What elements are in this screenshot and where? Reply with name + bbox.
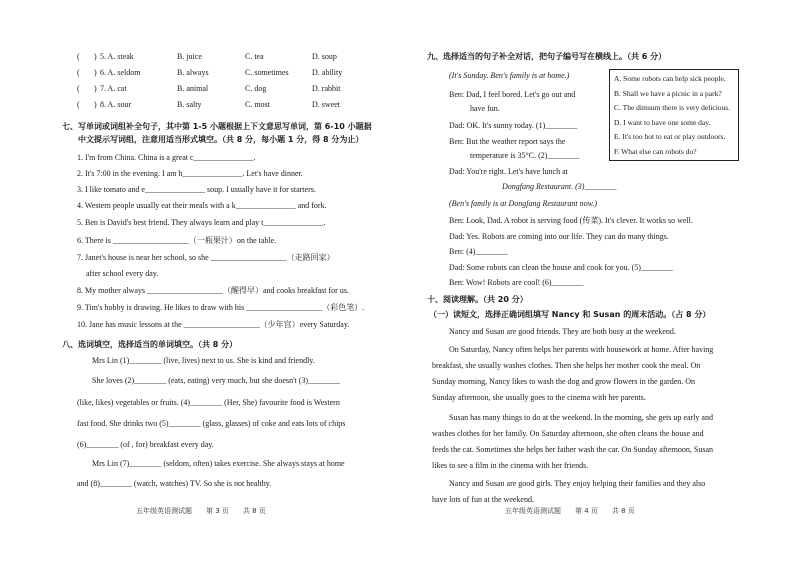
section8-line: Mrs Lin (1)________ (live, lives) next to us. She is kind and friendly. xyxy=(92,356,315,365)
section10-line: Sunday morning, Nancy likes to wash the dog and grow flowers in the garden. On xyxy=(432,377,696,386)
section10-line: have lots of fun at the weekend. xyxy=(432,495,534,504)
section10-heading: 十、阅读理解。（共 20 分） xyxy=(427,295,528,304)
option-line: E. It's too hot to eat or play outdoors. xyxy=(614,132,726,141)
section10-line: Nancy and Susan are good friends. They are both busy at the weekend. xyxy=(449,327,676,336)
section7-item: 8. My mother always ___________________（醒得早）and cooks breakfast for us. xyxy=(77,286,349,295)
option-line: C. The dimsum there is very delicious. xyxy=(614,103,731,112)
choice-option-b: B. salty xyxy=(177,100,202,109)
section7-item: 7. Janet's house is near her school, so she ___________________（走路回家） xyxy=(77,253,335,262)
choice-paren-open: ( xyxy=(77,84,80,93)
section10-line: breakfast, she usually washes clothes. Then she helps her mother cook the meal. On xyxy=(432,361,701,370)
section10-line: On Saturday, Nancy often helps her parents with housework at home. After having xyxy=(449,345,714,354)
section7-item: 2. It's 7:00 in the evening. I am h_______________. Let's have dinner. xyxy=(77,169,303,178)
section10-line: feeds the cat. Sometimes she helps her father wash the car. On Sunday afternoon, Susan xyxy=(432,445,714,454)
section7-item: 10. Jane has music lessons at the ___________________（少年宫）every Saturday. xyxy=(77,320,350,329)
dialog2-line: Ben: (4)________ xyxy=(449,247,508,256)
choice-option-b: B. animal xyxy=(177,84,209,93)
section9-heading: 九、选择适当的句子补全对话，把句子编号写在横线上。（共 6 分） xyxy=(427,52,667,61)
option-line: B. Shall we have a picnic in a park? xyxy=(614,88,722,98)
choice-option-a: 6. A. seldom xyxy=(100,68,141,77)
dialog1-line: Ben: But the weather report says the xyxy=(449,137,566,146)
section7-item: 1. I'm from China. China is a great c_______________. xyxy=(77,153,256,162)
section8-line: Mrs Lin (7)________ (seldom, often) takes exercise. She always stays at home xyxy=(92,459,345,468)
choice-option-a: 8. A. sour xyxy=(100,100,132,109)
choice-option-d: D. rabbit xyxy=(312,84,341,93)
choice-paren-open: ( xyxy=(77,52,80,61)
choice-paren-open: ( xyxy=(77,68,80,77)
choice-option-b: B. juice xyxy=(177,52,202,61)
option-line: A. Some robots can help sick people. xyxy=(614,74,726,83)
choice-option-d: D. ability xyxy=(312,68,343,77)
section7-item: 6. There is ___________________（一瓶果汁）on the table. xyxy=(77,236,277,245)
option-line: F. What else can robots do? xyxy=(614,146,697,156)
options-box xyxy=(609,69,739,161)
left-footer: 五年级英语测试题 第 3 页 共 8 页 xyxy=(136,507,266,515)
section7-heading-1: 七、写单词或词组补全句子，其中第 1-5 小题根据上下文意思写单词，第 6-10 小题据 xyxy=(62,122,372,131)
section10-line: Susan has many things to do at the weekend. In the morning, she gets up early and xyxy=(449,413,713,422)
dialog2-line: Dad: Some robots can clean the house and cook for you. (5)________ xyxy=(449,263,673,272)
choice-paren-open: ( xyxy=(77,100,80,109)
choice-paren-close: ) xyxy=(94,68,97,77)
choice-option-c: C. tea xyxy=(245,52,264,61)
choice-paren-close: ) xyxy=(94,100,97,109)
choice-option-c: C. most xyxy=(245,100,270,109)
dialog1-line: Dad: OK. It's sunny today. (1)________ xyxy=(449,121,578,130)
choice-option-a: 7. A. cat xyxy=(100,84,127,93)
section8-line: and (8)________ (watch, watches) TV. So she is not healthy. xyxy=(77,479,272,488)
section10-line: Nancy and Susan are good girls. They enjoy helping their families and they also xyxy=(449,479,706,488)
section7-item: 4. Western people usually eat their meals with a k_______________ and fork. xyxy=(77,201,327,210)
choice-option-c: C. sometimes xyxy=(245,68,289,77)
choice-option-b: B. always xyxy=(177,68,209,77)
option-line: D. I want to have one some day. xyxy=(614,117,711,127)
section10-line: likes to see a film in the cinema with her friends. xyxy=(432,461,589,470)
dialog1-line: Ben: Dad, I feel bored. Let's go out and xyxy=(449,90,576,99)
section8-line: (6)________ (of , for) breakfast every day. xyxy=(77,440,214,449)
dialog1-line: temperature is 35°C. (2)________ xyxy=(470,151,580,160)
right-footer: 五年级英语测试题 第 4 页 共 8 页 xyxy=(505,507,635,515)
section10-line: Sunday afternoon, she usually goes to the cinema with her parents. xyxy=(432,393,646,402)
dialog1-line: Dad: You're right. Let's have lunch at xyxy=(449,167,568,176)
dialog2-line: Dad: Yes. Robots are coming into our life. They can do many things. xyxy=(449,232,669,241)
dialog1-line: Dongfang Restaurant. (3)________ xyxy=(502,182,617,191)
dialog2-line: Ben: Wow! Robots are cool! (6)________ xyxy=(449,278,584,287)
section8-line: She loves (2)________ (eats, eating) very much, but she doesn't (3)________ xyxy=(92,376,341,385)
choice-option-d: D. sweet xyxy=(312,100,340,109)
section7-heading-2: 中文提示写词组，注意用适当形式填空。（共 8 分，每小题 1 分，得 8 分为止） xyxy=(78,135,364,144)
dialog2-line: Ben: Look, Dad. A robot is serving food (传菜). It's clever. It works so well. xyxy=(449,216,693,225)
choice-option-a: 5. A. steak xyxy=(100,52,134,61)
choice-paren-close: ) xyxy=(94,84,97,93)
section8-line: fast food. She drinks two (5)________ (glass, glasses) of coke and eats lots of chips xyxy=(77,419,346,428)
section7-item: 9. Tim's hobby is drawing. He likes to draw with his ___________________（彩色笔）. xyxy=(77,303,365,312)
scene1: (It's Sunday. Ben's family is at home.) xyxy=(449,71,570,80)
section8-line: (like, likes) vegetables or fruits. (4)________ (Her, She) favourite food is Western xyxy=(77,398,340,407)
section7-item: 3. I like tomato and e_______________ soup. I usually have it for starters. xyxy=(77,185,316,194)
choice-option-c: C. dog xyxy=(245,84,267,93)
section7-item: 5. Ben is David's best friend. They always learn and play t_______________. xyxy=(77,218,326,227)
section10-line: washes clothes for her family. On Saturday afternoon, she often cleans the house and xyxy=(432,429,704,438)
section10-subheading: （一）读短文，选择正确词组填写 Nancy 和 Susan 的周末活动。（占 8 分） xyxy=(429,310,711,319)
choice-option-d: D. soup xyxy=(312,52,337,61)
choice-paren-close: ) xyxy=(94,52,97,61)
section7-item: after school every day. xyxy=(86,269,159,278)
scene2: (Ben's family is at Dongfang Restaurant now.) xyxy=(449,199,597,208)
section8-heading: 八、选词填空，选择适当的单词填空。（共 8 分） xyxy=(62,340,238,349)
dialog1-line: have fun. xyxy=(470,104,500,113)
